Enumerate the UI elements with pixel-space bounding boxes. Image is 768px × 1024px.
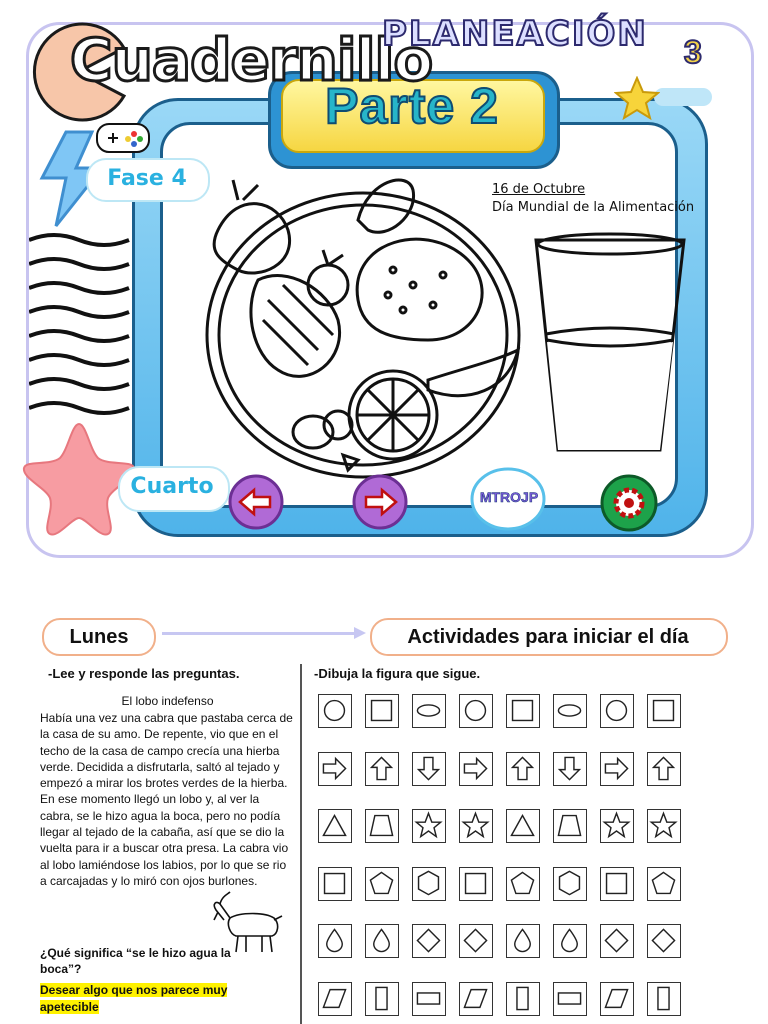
- drop-shape-icon: [366, 925, 397, 956]
- pattern-cell-diamond: [647, 924, 681, 958]
- wave-stripes: [29, 230, 139, 430]
- pattern-cell-arrow-up: [647, 752, 681, 786]
- plan-title: PLANEACIÓN: [382, 14, 648, 54]
- pattern-cell-drop: [506, 924, 540, 958]
- arrow-down-shape-icon: [413, 753, 444, 784]
- diamond-shape-icon: [413, 925, 444, 956]
- drop-shape-icon: [507, 925, 538, 956]
- arrow-head: [354, 627, 366, 639]
- question-text: ¿Qué significa “se le hizo agua la boca”?: [40, 946, 231, 976]
- pattern-cell-arrow-down: [412, 752, 446, 786]
- pentagon-shape-icon: [507, 868, 538, 899]
- app-title: [70, 26, 432, 94]
- pattern-cell-triangle: [318, 809, 352, 843]
- pattern-cell-tall-rect: [506, 982, 540, 1016]
- pattern-cell-diamond: [459, 924, 493, 958]
- pattern-cell-diamond: [412, 924, 446, 958]
- trapezoid-shape-icon: [366, 810, 397, 841]
- grade-label: Cuarto: [130, 474, 214, 499]
- star-shape-icon: [460, 810, 491, 841]
- star-icon: [614, 76, 660, 120]
- logo-text: MTROJP: [479, 489, 539, 505]
- arrow-up-shape-icon: [507, 753, 538, 784]
- drop-shape-icon: [319, 925, 350, 956]
- pattern-cell-trapezoid: [365, 809, 399, 843]
- triangle-shape-icon: [319, 810, 350, 841]
- pattern-cell-arrow-down: [553, 752, 587, 786]
- reading-instruction: -Lee y responde las preguntas.: [48, 666, 240, 681]
- square-shape-icon: [648, 695, 679, 726]
- forward-arrow-button[interactable]: [352, 474, 408, 530]
- glass-of-water-illustration: [528, 226, 692, 462]
- pattern-cell-circle: [318, 694, 352, 728]
- parallelogram-shape-icon: [460, 983, 491, 1014]
- square-shape-icon: [601, 868, 632, 899]
- pattern-cell-star: [647, 809, 681, 843]
- pattern-cell-drop: [365, 924, 399, 958]
- drop-shape-icon: [554, 925, 585, 956]
- pentagon-shape-icon: [366, 868, 397, 899]
- part-title: Parte 2: [325, 78, 499, 134]
- plan-number: 3: [684, 34, 702, 70]
- pattern-cell-wide-rect: [412, 982, 446, 1016]
- column-divider: [300, 664, 302, 1024]
- answer-text: [40, 982, 270, 1016]
- star-shape-icon: [413, 810, 444, 841]
- arrow-up-shape-icon: [366, 753, 397, 784]
- circle-shape-icon: [319, 695, 350, 726]
- pattern-cell-square: [459, 867, 493, 901]
- square-shape-icon: [507, 695, 538, 726]
- arrow-right-shape-icon: [319, 753, 350, 784]
- trapezoid-shape-icon: [554, 810, 585, 841]
- circle-shape-icon: [460, 695, 491, 726]
- pattern-cell-square: [318, 867, 352, 901]
- pattern-cell-ellipse: [553, 694, 587, 728]
- diamond-shape-icon: [648, 925, 679, 956]
- pattern-cell-star: [412, 809, 446, 843]
- hexagon-shape-icon: [554, 868, 585, 899]
- pattern-cell-parallelogram: [459, 982, 493, 1016]
- arrow-up-shape-icon: [648, 753, 679, 784]
- pattern-cell-tall-rect: [365, 982, 399, 1016]
- pattern-cell-arrow-up: [365, 752, 399, 786]
- pattern-cell-diamond: [600, 924, 634, 958]
- ellipse-shape-icon: [554, 695, 585, 726]
- pattern-cell-square: [506, 694, 540, 728]
- section-label: Actividades para iniciar el día: [407, 626, 689, 648]
- arrow-down-shape-icon: [554, 753, 585, 784]
- pattern-cell-star: [600, 809, 634, 843]
- pentagon-shape-icon: [648, 868, 679, 899]
- pattern-cell-square: [600, 867, 634, 901]
- arrow-connector: [162, 632, 362, 635]
- title-underline-bar: [654, 88, 712, 106]
- settings-button[interactable]: [600, 474, 658, 532]
- star-shape-icon: [648, 810, 679, 841]
- story-title: El lobo indefenso: [121, 694, 214, 708]
- pattern-cell-arrow-right: [600, 752, 634, 786]
- pattern-cell-circle: [459, 694, 493, 728]
- pattern-cell-arrow-up: [506, 752, 540, 786]
- pattern-cell-trapezoid: [553, 809, 587, 843]
- tall-rect-shape-icon: [507, 983, 538, 1014]
- pattern-cell-pentagon: [365, 867, 399, 901]
- fruit-plate-illustration: [198, 170, 528, 480]
- pattern-cell-star: [459, 809, 493, 843]
- pattern-cell-drop: [553, 924, 587, 958]
- pattern-cell-parallelogram: [600, 982, 634, 1016]
- pattern-cell-square: [647, 694, 681, 728]
- pattern-cell-square: [365, 694, 399, 728]
- pattern-cell-tall-rect: [647, 982, 681, 1016]
- pattern-cell-parallelogram: [318, 982, 352, 1016]
- pattern-cell-triangle: [506, 809, 540, 843]
- pattern-cell-pentagon: [506, 867, 540, 901]
- pattern-cell-drop: [318, 924, 352, 958]
- pattern-cell-ellipse: [412, 694, 446, 728]
- tall-rect-shape-icon: [648, 983, 679, 1014]
- answer-highlight: Desear algo que nos parece muy apetecible: [40, 983, 228, 1014]
- drawing-instruction: -Dibuja la figura que sigue.: [314, 666, 481, 681]
- pattern-cell-circle: [600, 694, 634, 728]
- square-shape-icon: [366, 695, 397, 726]
- hexagon-shape-icon: [413, 868, 444, 899]
- pattern-cell-arrow-right: [318, 752, 352, 786]
- pattern-cell-arrow-right: [459, 752, 493, 786]
- parallelogram-shape-icon: [601, 983, 632, 1014]
- arrow-right-shape-icon: [601, 753, 632, 784]
- day-label: Lunes: [69, 626, 129, 648]
- ellipse-shape-icon: [413, 695, 444, 726]
- diamond-shape-icon: [601, 925, 632, 956]
- square-shape-icon: [460, 868, 491, 899]
- pattern-cell-wide-rect: [553, 982, 587, 1016]
- parallelogram-shape-icon: [319, 983, 350, 1014]
- pattern-cell-hexagon: [412, 867, 446, 901]
- gamepad-icon: [94, 118, 152, 158]
- star-shape-icon: [601, 810, 632, 841]
- story-body: Había una vez una cabra que pastaba cerca de la casa de su amo. De repente, vio que en el techo de la casa de campo crecía una hierba verde. Decidida a disfrutarla, saltó al tejado y empezó a mirar los brotes verdes de la hierba. En ese momento llegó un lobo y, al ver la cabra, se le hizo agua la boca, pero no podía llegar al tejado de la cabaña, así que se dio la vuelta para ir a buscar otra presa. La cabra vio al lobo lamiéndose los labios, por lo que se rio a carcajadas y lo miró con ojos burlones.: [40, 711, 293, 888]
- triangle-shape-icon: [507, 810, 538, 841]
- pattern-cell-pentagon: [647, 867, 681, 901]
- arrow-right-shape-icon: [460, 753, 491, 784]
- pattern-cell-hexagon: [553, 867, 587, 901]
- wide-rect-shape-icon: [554, 983, 585, 1014]
- app-title-text: Cuadernillo: [70, 26, 433, 94]
- event-text: Día Mundial de la Alimentación: [492, 200, 695, 215]
- date-text: 16 de Octubre: [492, 182, 586, 197]
- diamond-shape-icon: [460, 925, 491, 956]
- back-arrow-button[interactable]: [228, 474, 284, 530]
- square-shape-icon: [319, 868, 350, 899]
- wide-rect-shape-icon: [413, 983, 444, 1014]
- phase-label: Fase 4: [107, 166, 187, 191]
- circle-shape-icon: [601, 695, 632, 726]
- tall-rect-shape-icon: [366, 983, 397, 1014]
